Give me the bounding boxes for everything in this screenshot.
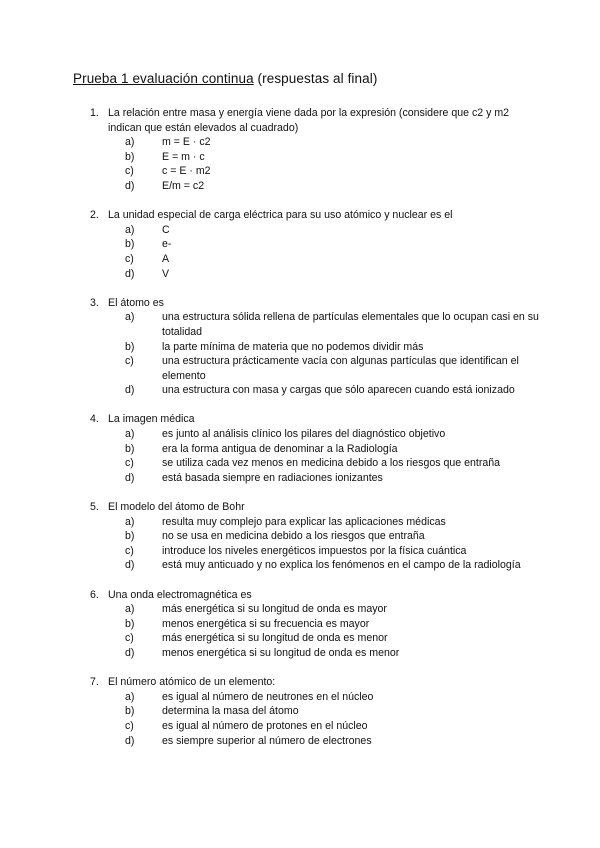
option <box>108 383 547 398</box>
options <box>108 690 530 748</box>
option-text: E = m · c <box>162 150 205 163</box>
option-letter: b) <box>125 238 135 251</box>
option-letter: b) <box>125 150 135 163</box>
option-letter: c) <box>125 252 134 265</box>
option-letter: b) <box>125 530 135 543</box>
option <box>108 310 547 339</box>
option <box>108 690 547 705</box>
option-text: se utiliza cada vez menos en medicina debido a los riesgos que entraña <box>162 457 501 470</box>
option-text: más energética si su longitud de onda es mayor <box>162 603 387 616</box>
option-text: e- <box>162 238 172 251</box>
option-letter: a) <box>125 603 135 616</box>
question-number: 1. <box>90 107 99 119</box>
question-text: El átomo es <box>108 296 164 309</box>
options <box>108 602 530 660</box>
option-text: resulta muy complejo para explicar las aplicaciones médicas <box>162 515 446 528</box>
option-text: es igual al número de protones en el núcleo <box>162 719 368 732</box>
question-text: Una onda electromagnética es <box>108 588 252 601</box>
option <box>108 646 547 661</box>
option <box>108 135 547 150</box>
option <box>108 617 547 632</box>
option-text: una estructura sólida rellena de partículas elementales que lo ocupan casi en su totalidad <box>162 311 539 338</box>
question-number: 7. <box>90 676 99 689</box>
question-text: La unidad especial de carga eléctrica para su uso atómico y nuclear es el <box>108 209 453 222</box>
question <box>90 106 530 194</box>
option <box>108 150 547 165</box>
question-text: La relación entre masa y energía viene dada por la expresión (considere que c2 y m2 indican que están elevados al cuadrado) <box>108 107 510 134</box>
question <box>90 588 530 661</box>
options <box>108 223 530 281</box>
option-letter: d) <box>125 734 135 747</box>
option-letter: a) <box>125 690 135 703</box>
option-text: una estructura con masa y cargas que sólo aparecen cuando está ionizado <box>162 384 515 397</box>
option <box>108 179 547 194</box>
question-text: La imagen médica <box>108 413 195 426</box>
option-text: V <box>162 267 170 280</box>
option <box>108 427 547 442</box>
option <box>108 544 547 559</box>
option <box>108 719 547 734</box>
option-text: menos energética si su longitud de onda es menor <box>162 646 400 659</box>
question <box>90 500 530 573</box>
options <box>108 515 530 573</box>
option-letter: a) <box>125 515 135 528</box>
option-text: está basada siempre en radiaciones ionizantes <box>162 471 383 484</box>
question-text: El modelo del átomo de Bohr <box>108 501 245 514</box>
option-text: m = E · c2 <box>162 136 211 149</box>
option <box>108 515 547 530</box>
option <box>108 456 547 471</box>
question-number: 6. <box>90 588 99 601</box>
option-letter: c) <box>125 355 134 368</box>
option <box>108 442 547 457</box>
option <box>108 164 547 179</box>
option-letter: c) <box>125 165 134 178</box>
option <box>108 471 547 486</box>
option-letter: a) <box>125 311 135 324</box>
option-text: no se usa en medicina debido a los riesgos que entraña <box>162 530 425 543</box>
option-text: es junto al análisis clínico los pilares del diagnóstico objetivo <box>162 428 446 441</box>
option-text: está muy anticuado y no explica los fenómenos en el campo de la radiología <box>162 559 521 572</box>
title-note: (respuestas al final) <box>253 71 378 86</box>
option-letter: c) <box>125 457 134 470</box>
option-letter: c) <box>125 632 134 645</box>
option-letter: d) <box>125 646 135 659</box>
question-number: 3. <box>90 296 99 309</box>
question <box>90 412 530 485</box>
option-text: menos energética si su frecuencia es mayor <box>162 617 370 630</box>
option-text: c = E · m2 <box>162 165 211 178</box>
option-letter: c) <box>125 544 134 557</box>
option-letter: d) <box>125 179 135 192</box>
option-letter: b) <box>125 617 135 630</box>
option-text: E/m = c2 <box>162 179 205 192</box>
option <box>108 237 547 252</box>
option-text: era la forma antigua de denominar a la Radiología <box>162 442 398 455</box>
option-text: una estructura prácticamente vacía con algunas partículas que identifican el elemento <box>162 355 519 382</box>
option-letter: c) <box>125 719 134 732</box>
question-number: 5. <box>90 501 99 514</box>
option-letter: a) <box>125 428 135 441</box>
option-text: más energética si su longitud de onda es menor <box>162 632 388 645</box>
question <box>90 296 539 398</box>
page-title <box>73 71 377 86</box>
option <box>108 340 547 355</box>
option-letter: a) <box>125 136 135 149</box>
options <box>108 310 539 398</box>
option-letter: b) <box>125 340 135 353</box>
question-number: 2. <box>90 209 99 222</box>
option <box>108 267 547 282</box>
option-letter: b) <box>125 442 135 455</box>
option-letter: d) <box>125 267 135 280</box>
option-text: C <box>162 223 170 236</box>
option-text: la parte mínima de materia que no podemos dividir más <box>162 340 424 353</box>
option <box>108 734 547 749</box>
option-text: es siempre superior al número de electrones <box>162 734 372 747</box>
question-text: El número atómico de un elemento: <box>108 676 276 689</box>
option <box>108 631 547 646</box>
option-letter: d) <box>125 384 135 397</box>
option-text: A <box>162 252 170 265</box>
question <box>90 208 530 281</box>
option <box>108 529 547 544</box>
option <box>108 252 547 267</box>
question-list <box>90 106 539 763</box>
option <box>108 223 547 238</box>
options <box>108 427 530 485</box>
option <box>108 602 547 617</box>
question <box>90 675 530 748</box>
option-letter: a) <box>125 223 135 236</box>
option-letter: b) <box>125 705 135 718</box>
option <box>108 704 547 719</box>
option <box>108 558 547 573</box>
option <box>108 354 547 383</box>
option-text: introduce los niveles energéticos impuestos por la física cuántica <box>162 544 467 557</box>
title-underlined: Prueba 1 evaluación continua <box>73 71 254 86</box>
question-number: 4. <box>90 413 99 426</box>
option-text: determina la masa del átomo <box>162 705 299 718</box>
option-text: es igual al número de neutrones en el núcleo <box>162 690 374 703</box>
option-letter: d) <box>125 471 135 484</box>
options <box>108 135 530 193</box>
option-letter: d) <box>125 559 135 572</box>
